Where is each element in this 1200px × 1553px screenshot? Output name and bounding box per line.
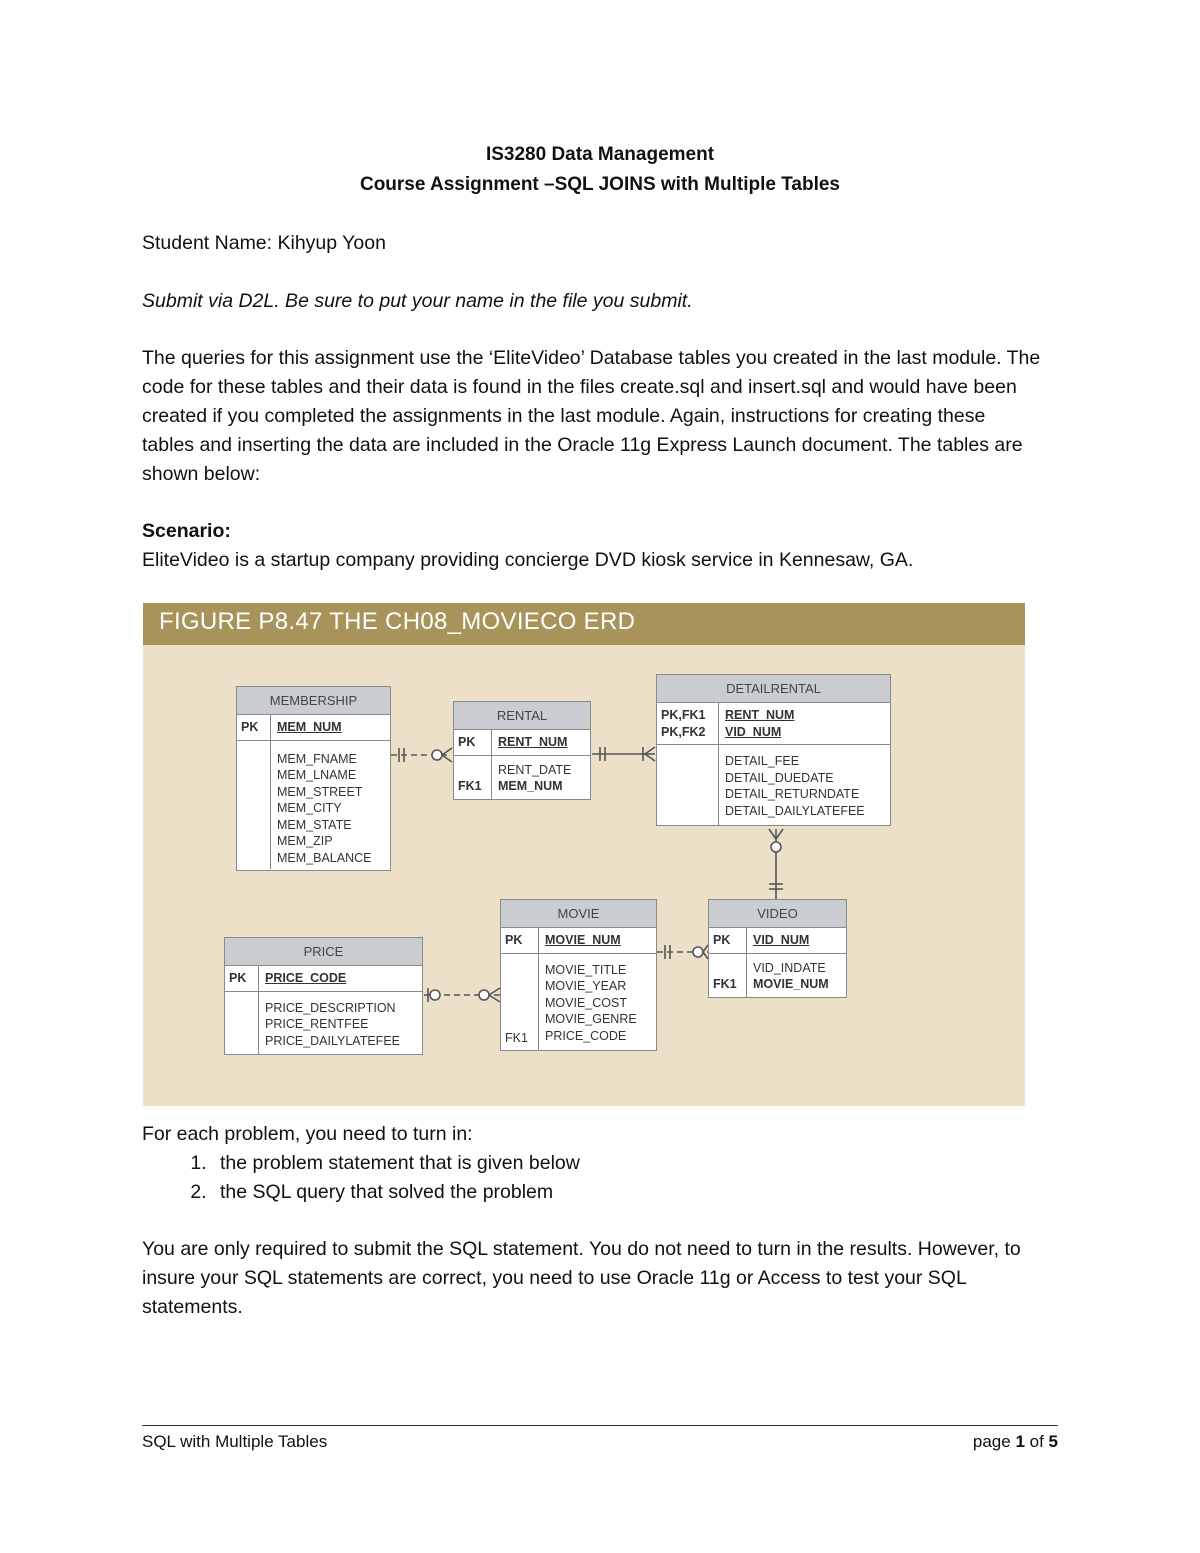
- attr-movie-cost: MOVIE_COST: [545, 995, 627, 1010]
- entity-membership-name: MEMBERSHIP: [237, 687, 390, 715]
- membership-pk-label: PK: [237, 715, 271, 740]
- attr-price-dailylatefee: PRICE_DAILYLATEFEE: [265, 1033, 400, 1048]
- submit-note: Submit via D2L. Be sure to put your name in the file you submit.: [142, 290, 693, 312]
- page-number: [973, 1432, 1058, 1452]
- movie-pk-attr: MOVIE_NUM: [545, 933, 621, 947]
- price-pk-attr: PRICE_CODE: [265, 971, 347, 985]
- footer-title: SQL with Multiple Tables: [142, 1432, 328, 1451]
- attr-movie-year: MOVIE_YEAR: [545, 979, 627, 993]
- entity-rental-name: RENTAL: [454, 702, 590, 730]
- closing-paragraph: You are only required to submit the SQL statement. You do not need to turn in the results. However, to insure your SQL statements are correct, you need to use Oracle 11g or Access to test your SQL statements.: [142, 1238, 1021, 1318]
- figure-title: FIGURE P8.47 THE CH08_MOVIECO ERD: [159, 608, 636, 635]
- entity-detailrental: [656, 674, 891, 826]
- detailrental-key-label-2: PK,FK2: [661, 724, 706, 739]
- detailrental-key-vid-num: VID_NUM: [725, 724, 782, 739]
- membership-pk-attr: MEM_NUM: [277, 720, 342, 734]
- rental-fk-label: FK1: [454, 756, 492, 799]
- attr-movie-price-code: PRICE_CODE: [545, 1028, 627, 1043]
- page-of: of: [1024, 1432, 1049, 1451]
- turn-in-intro: For each problem, you need to turn in:: [142, 1123, 473, 1145]
- attr-detail-returndate: DETAIL_RETURNDATE: [725, 787, 860, 801]
- attr-mem-street: MEM_STREET: [277, 784, 363, 799]
- attr-rental-mem-num: MEM_NUM: [498, 779, 563, 793]
- price-pk-label: PK: [225, 966, 259, 991]
- entity-detailrental-name: DETAILRENTAL: [657, 675, 890, 703]
- attr-rent-date: RENT_DATE: [498, 762, 572, 777]
- video-fk-label: FK1: [709, 954, 747, 997]
- attr-mem-balance: MEM_BALANCE: [277, 850, 372, 865]
- entity-price-name: PRICE: [225, 938, 422, 966]
- scenario-label: Scenario:: [142, 520, 231, 542]
- doc-title: IS3280 Data Management: [485, 144, 715, 165]
- scenario-text: EliteVideo is a startup company providing concierge DVD kiosk service in Kennesaw, GA.: [142, 549, 914, 571]
- attr-price-description: PRICE_DESCRIPTION: [265, 1000, 396, 1015]
- entity-video: [708, 899, 847, 998]
- attr-detail-fee: DETAIL_FEE: [725, 754, 800, 768]
- attr-movie-genre: MOVIE_GENRE: [545, 1012, 637, 1026]
- attr-mem-city: MEM_CITY: [277, 801, 342, 815]
- entity-rental: [453, 701, 591, 800]
- page-current: 1: [1015, 1432, 1025, 1451]
- footer-divider: [142, 1425, 1058, 1426]
- doc-subtitle: Course Assignment –SQL JOINS with Multiple Tables: [359, 174, 840, 195]
- detailrental-key-rent-num: RENT_NUM: [725, 708, 795, 722]
- attr-movie-title: MOVIE_TITLE: [545, 962, 627, 977]
- entity-membership: [236, 686, 391, 871]
- movie-fk-label: FK1: [501, 954, 539, 1051]
- movie-pk-label: PK: [501, 928, 539, 953]
- list-item: 1. the problem statement that is given below: [212, 1149, 1072, 1178]
- detailrental-key-label-1: PK,FK1: [661, 708, 706, 722]
- student-name: Student Name: Kihyup Yoon: [142, 232, 386, 254]
- attr-video-movie-num: MOVIE_NUM: [753, 977, 829, 991]
- entity-price: [224, 937, 423, 1055]
- attr-mem-lname: MEM_LNAME: [277, 768, 357, 782]
- page-total: 5: [1048, 1432, 1058, 1451]
- page-prefix: page: [972, 1432, 1016, 1451]
- attr-mem-state: MEM_STATE: [277, 817, 352, 832]
- rental-pk-attr: RENT_NUM: [498, 735, 568, 749]
- entity-video-name: VIDEO: [709, 900, 846, 928]
- erd-figure: [143, 603, 1025, 1106]
- list-item: 2. the SQL query that solved the problem: [212, 1178, 1072, 1207]
- entity-movie: [500, 899, 657, 1051]
- attr-price-rentfee: PRICE_RENTFEE: [265, 1017, 369, 1031]
- turn-in-list: [142, 1149, 1072, 1207]
- video-pk-label: PK: [709, 928, 747, 953]
- rental-pk-label: PK: [454, 730, 492, 755]
- entity-movie-name: MOVIE: [501, 900, 656, 928]
- attr-mem-fname: MEM_FNAME: [277, 751, 357, 766]
- attr-detail-dailylatefee: DETAIL_DAILYLATEFEE: [725, 803, 865, 818]
- attr-vid-indate: VID_INDATE: [753, 960, 826, 975]
- video-pk-attr: VID_NUM: [753, 933, 810, 947]
- attr-detail-duedate: DETAIL_DUEDATE: [725, 770, 834, 785]
- intro-paragraph: The queries for this assignment use the ‘EliteVideo’ Database tables you created in the last module. The code for these tables and their data is found in the files create.sql and insert.sql and would have been created if you completed the assignments in the last module. Again, instructions for creating these tables and inserting the data are included in the Oracle 11g Express Launch document. The tables are shown below:: [142, 347, 1041, 485]
- attr-mem-zip: MEM_ZIP: [277, 834, 333, 848]
